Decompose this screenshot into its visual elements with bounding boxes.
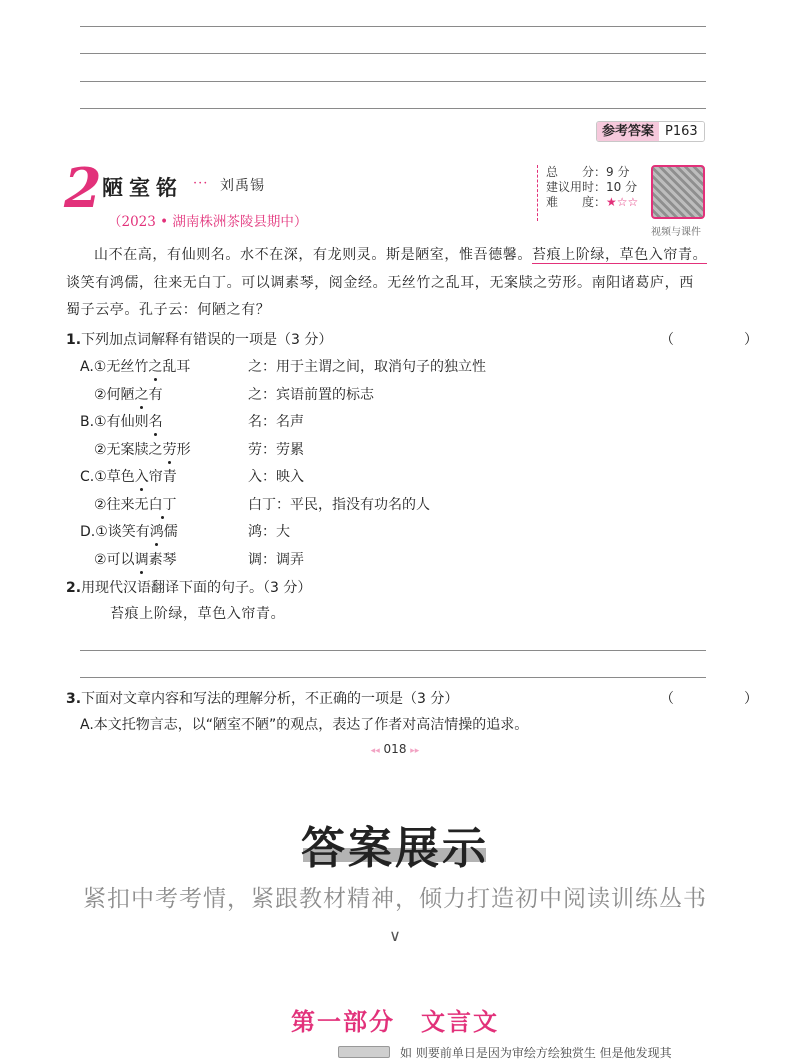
q1-option-left	[94, 494, 177, 514]
q1-option-explanation: 调：调弄	[248, 551, 304, 568]
option-text: 乱耳	[162, 359, 191, 375]
option-text: C.①草色	[80, 469, 135, 485]
q1-option-explanation: 之：宾语前置的标志	[248, 386, 374, 403]
option-text: ②往来无	[94, 496, 149, 513]
question-1	[66, 329, 332, 349]
chevron-down-icon[interactable]: ∨	[389, 926, 401, 945]
question-text: 用现代汉语翻译下面的句子。（3 分）	[81, 580, 312, 596]
question-number: 2.	[66, 580, 82, 596]
option-text: ②无案牍之	[94, 441, 163, 458]
answer-tag-label: 参考答案	[597, 122, 659, 141]
passage-text: 山不在高，有仙则名。水不在深，有龙则灵。斯是陋室，惟吾德馨。	[94, 247, 532, 263]
option-text: 素琴	[148, 551, 177, 568]
lesson-source: （2023 • 湖南株洲茶陵县期中）	[108, 214, 308, 230]
page-arrow-right-icon: ▸▸	[410, 746, 420, 756]
passage-line-3: 蜀子云亭。孔子云：何陋之有？	[66, 302, 271, 318]
answer-line	[80, 650, 706, 651]
q1-option-explanation: 白丁：平民，指没有功名的人	[248, 496, 430, 513]
option-text: B.①有仙则	[80, 414, 149, 430]
question-number: 3.	[66, 691, 82, 707]
question-number: 1.	[66, 332, 82, 348]
answer-line	[80, 81, 706, 82]
q1-option-explanation: 名：名声	[248, 414, 304, 430]
score-label: 总 分：	[546, 165, 607, 179]
page-number-value: 018	[383, 742, 407, 756]
question-text: 下面对文章内容和写法的理解分析，不正确的一项是（3 分）	[81, 691, 459, 707]
answer-parentheses[interactable]: （ ）	[660, 332, 786, 348]
option-text: 儒	[163, 524, 178, 540]
section-title: 答案展示	[301, 823, 489, 874]
q1-option-explanation: 鸿：大	[248, 524, 290, 540]
lesson-author: 刘禹锡	[220, 178, 265, 194]
answer-line	[80, 108, 706, 109]
answer-reference-tag	[596, 121, 705, 142]
answer-line	[80, 53, 706, 54]
dotted-word: 白丁	[149, 494, 177, 514]
passage-underlined-sentence: 苔痕上阶绿，草色入帘青。	[532, 247, 708, 263]
option-text: 形	[176, 441, 191, 458]
dotted-word: 之	[148, 356, 162, 376]
page-number	[0, 742, 790, 756]
q1-option-left	[94, 384, 163, 404]
bottom-cut-text: 如 则要前单日是因为审绘方绘独赏生 但是他发现其	[400, 1046, 672, 1060]
dotted-word: 名	[149, 411, 163, 431]
q1-option-left	[94, 549, 177, 569]
q1-option-left	[80, 356, 190, 376]
q1-option-left	[80, 466, 177, 486]
q1-option-left	[80, 411, 163, 431]
passage-line-1	[66, 244, 711, 266]
score-value: 9 分	[606, 165, 630, 179]
qr-code-icon[interactable]	[651, 165, 705, 219]
translate-sentence: 苔痕上阶绿，草色入帘青。	[110, 606, 286, 622]
time-label: 建议用时：	[546, 180, 607, 194]
option-text: 帘青	[148, 469, 177, 485]
lesson-number: 2	[64, 156, 102, 220]
q3-option-a: A.本文托物言志，以“陋室不陋”的观点，表达了作者对高洁情操的追求。	[80, 717, 529, 733]
author-dots: ···	[193, 176, 209, 191]
dotted-word: 入	[135, 466, 149, 486]
q1-option-explanation: 劳：劳累	[248, 441, 304, 458]
question-text: 下列加点词解释有错误的一项是（3 分）	[81, 332, 333, 348]
q1-option-left	[80, 521, 178, 541]
difficulty-stars: ★☆☆	[606, 195, 639, 209]
answer-line	[80, 26, 706, 27]
section-slogan: 紧扣中考考情，紧跟教材精神，倾力打造初中阅读训练丛书	[83, 886, 707, 912]
answer-parentheses[interactable]: （ ）	[660, 691, 786, 707]
time-value: 10 分	[606, 180, 638, 194]
dotted-word: 劳	[163, 439, 177, 459]
difficulty-label: 难 度：	[546, 195, 607, 209]
dotted-word: 调	[135, 549, 149, 569]
option-text: ②何陋	[94, 386, 135, 403]
page-arrow-left-icon: ◂◂	[370, 746, 380, 756]
question-2	[66, 577, 311, 597]
bottom-tab	[338, 1046, 390, 1058]
q1-option-left	[94, 439, 191, 459]
question-3	[66, 688, 458, 708]
option-text: A.①无丝竹	[80, 359, 149, 375]
option-text: 有	[148, 386, 163, 403]
answer-line	[80, 677, 706, 678]
passage-line-2: 谈笑有鸿儒，往来无白丁。可以调素琴，阅金经。无丝竹之乱耳，无案牍之劳形。南阳诸葛庐，西	[66, 275, 694, 291]
qr-caption: 视频与课件	[651, 227, 701, 238]
option-text: D.①谈笑有	[80, 524, 150, 540]
q1-option-explanation: 入：映入	[248, 469, 304, 485]
part-heading: 第一部分 文言文	[291, 1008, 499, 1036]
dotted-word: 之	[135, 384, 149, 404]
dotted-word: 鸿	[150, 521, 164, 541]
info-box	[537, 165, 654, 221]
lesson-title: 陋室铭	[102, 175, 183, 200]
q1-option-explanation: 之：用于主谓之间，取消句子的独立性	[248, 359, 486, 375]
option-text: ②可以	[94, 551, 135, 568]
answer-tag-page: P163	[659, 122, 704, 141]
